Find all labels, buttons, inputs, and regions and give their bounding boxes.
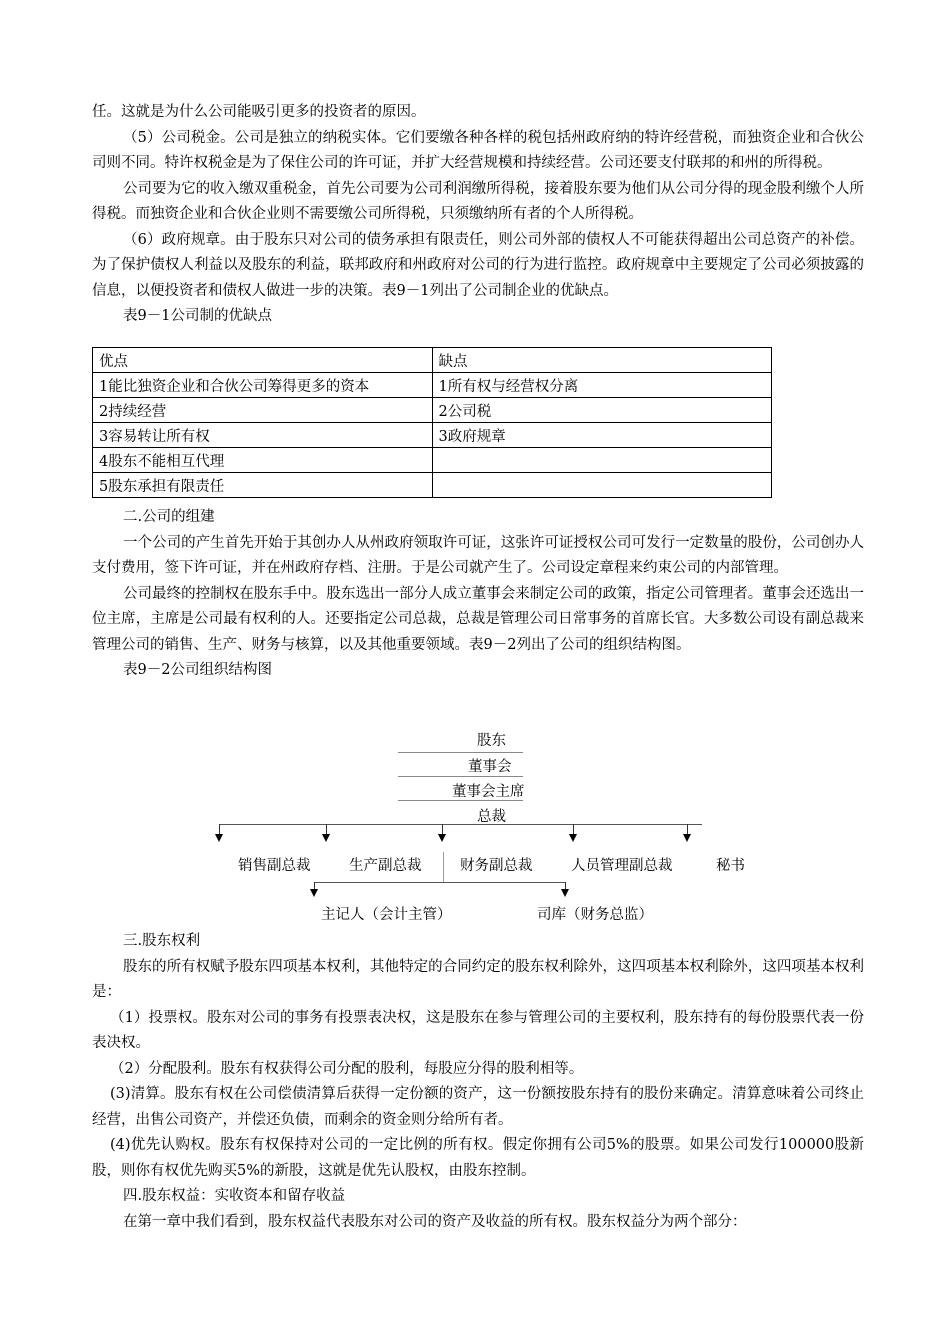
table-header-cell: 优点	[93, 348, 433, 373]
table-row	[93, 398, 772, 423]
table-cell	[432, 473, 772, 498]
org-divider-line	[398, 776, 523, 777]
down-arrow-icon	[569, 834, 577, 842]
org-president: 总裁	[477, 809, 506, 825]
org-secretary: 秘书	[716, 858, 745, 874]
table-row	[93, 373, 772, 398]
table-cell: 2公司税	[432, 398, 772, 423]
pros-cons-table	[92, 347, 772, 498]
table-cell: 1能比独资企业和合伙公司筹得更多的资本	[93, 373, 433, 398]
org-treasurer: 司库（财务总监）	[537, 907, 653, 923]
paragraph: 表9－2公司组织结构图	[123, 662, 272, 678]
finance-drop-line	[443, 852, 444, 882]
paragraph: 三.股东权利	[123, 933, 201, 949]
down-arrow-icon	[683, 834, 691, 842]
down-arrow-icon	[215, 834, 223, 842]
vp-connector-line	[219, 824, 702, 825]
table-header-row	[93, 348, 772, 373]
table-cell: 3容易转让所有权	[93, 423, 433, 448]
paragraph: 公司最终的控制权在股东手中。股东选出一部分人成立董事会来制定公司的政策，指定公司管理者。董事会还选出一位主席，主席是公司最有权利的人。还要指定公司总裁，总裁是管理公司日常事务的首席长官。大多数公司设有副总裁来管理公司的销售、生产、财务与核算，以及其他重要领域。表9－2列出了公司的组织结构图。	[92, 585, 864, 653]
org-vp-production: 生产副总裁	[349, 858, 422, 874]
table-row	[93, 448, 772, 473]
org-vp-sales: 销售副总裁	[238, 858, 311, 874]
table-cell: 2持续经营	[93, 398, 433, 423]
paragraph: 二.公司的组建	[123, 509, 215, 525]
table-cell: 3政府规章	[432, 423, 772, 448]
paragraph: 股东的所有权赋予股东四项基本权利，其他特定的合同约定的股东权利除外，这四项基本权利除外，这四项基本权利是：	[92, 958, 864, 1000]
down-arrow-icon	[310, 889, 318, 897]
paragraph: 任。这就是为什么公司能吸引更多的投资者的原因。	[92, 104, 426, 120]
table-row	[93, 473, 772, 498]
table-cell: 5股东承担有限责任	[93, 473, 433, 498]
bottom-text-block	[92, 929, 864, 1235]
paragraph: (3)清算。股东有权在公司偿债清算后获得一定份额的资产，这一份额按股东持有的股份来确定。清算意味着公司终止经营，出售公司资产，并偿还负债，而剩余的资金则分给所有者。	[92, 1086, 864, 1128]
paragraph: 一个公司的产生首先开始于其创办人从州政府领取许可证，这张许可证授权公司可发行一定数量的股份，公司创办人支付费用，签下许可证，并在州政府存档、注册。于是公司就产生了。公司设定章程来约束公司的内部管理。	[92, 534, 864, 576]
org-divider-line	[398, 752, 523, 753]
org-vp-hr: 人员管理副总裁	[571, 858, 673, 874]
paragraph: 四.股东权益：实收资本和留存收益	[123, 1188, 346, 1204]
table-cell: 1所有权与经营权分离	[432, 373, 772, 398]
top-text-block	[92, 100, 864, 330]
paragraph: （5）公司税金。公司是独立的纳税实体。它们要缴各种各样的税包括州政府纳的特许经营税，而独资企业和合伙公司则不同。特许权税金是为了保住公司的许可证，并扩大经营规模和持续经营。公司还要支付联邦的和州的所得税。	[92, 129, 864, 171]
finance-connector-line	[314, 882, 565, 883]
paragraph: 公司要为它的收入缴双重税金，首先公司要为公司利润缴所得税，接着股东要为他们从公司分得的现金股利缴个人所得税。而独资企业和合伙企业则不需要缴公司所得税，只须缴纳所有者的个人所得税。	[92, 180, 864, 222]
org-vp-finance: 财务副总裁	[460, 858, 533, 874]
org-controller: 主记人（会计主管）	[321, 907, 452, 923]
org-chairman: 董事会主席	[452, 784, 525, 800]
org-chart	[0, 726, 950, 926]
down-arrow-icon	[322, 834, 330, 842]
table-cell	[432, 448, 772, 473]
org-divider-line	[398, 800, 523, 801]
down-arrow-icon	[561, 889, 569, 897]
org-board: 董事会	[468, 759, 512, 775]
table-header-cell: 缺点	[432, 348, 772, 373]
paragraph: (4)优先认购权。股东有权保持对公司的一定比例的所有权。假定你拥有公司5%的股票。如果公司发行100000股新股，则你有权优先购买5%的新股，这就是优先认股权，由股东控制。	[92, 1137, 864, 1179]
table-row	[93, 423, 772, 448]
down-arrow-icon	[438, 834, 446, 842]
paragraph: 表9－1公司制的优缺点	[123, 308, 272, 324]
paragraph: （1）投票权。股东对公司的事务有投票表决权，这是股东在参与管理公司的主要权利，股东持有的每份股票代表一份表决权。	[92, 1009, 864, 1051]
table-cell: 4股东不能相互代理	[93, 448, 433, 473]
paragraph: （2）分配股利。股东有权获得公司分配的股利，每股应分得的股利相等。	[110, 1060, 584, 1077]
middle-text-block	[92, 505, 864, 684]
paragraph: （6）政府规章。由于股东只对公司的债务承担有限责任，则公司外部的债权人不可能获得超出公司总资产的补偿。为了保护债权人利益以及股东的利益，联邦政府和州政府对公司的行为进行监控。政府规章中主要规定了公司必须披露的信息，以便投资者和债权人做进一步的决策。表9－1列出了公司制企业的优缺点。	[92, 231, 864, 299]
paragraph: 在第一章中我们看到，股东权益代表股东对公司的资产及收益的所有权。股东权益分为两个部分：	[123, 1213, 747, 1230]
org-shareholders: 股东	[477, 733, 506, 749]
